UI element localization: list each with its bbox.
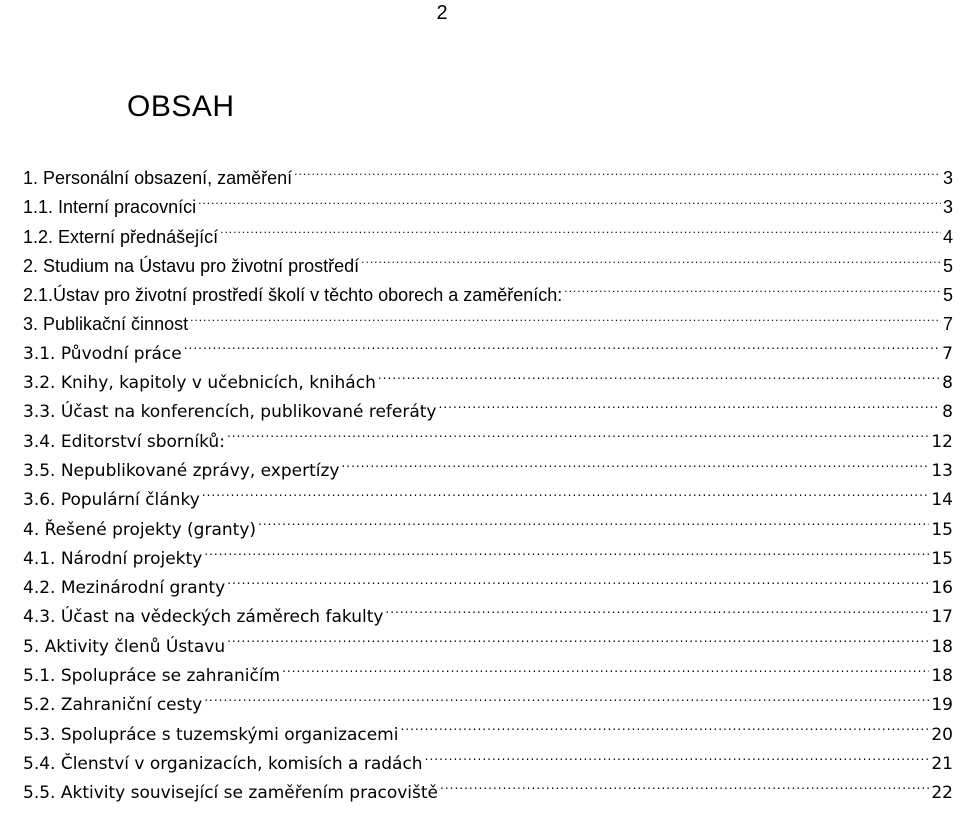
toc-entry-label: 5.5. Aktivity související se zaměřením pracoviště: [23, 783, 438, 804]
toc-entry-label: 1.2. Externí přednášející: [23, 226, 219, 247]
toc-entry-page: 8: [942, 402, 953, 423]
toc-entry-page: 3: [942, 197, 953, 218]
toc-dot-leader: [400, 723, 929, 740]
toc-entry-label: 5.2. Zahraniční cesty: [23, 695, 203, 716]
toc-entry-label: 5.1. Spolupráce se zahraničím: [23, 666, 281, 687]
toc-entry-page: 14: [931, 490, 953, 511]
toc-entry[interactable]: [23, 428, 953, 457]
toc-dot-leader: [341, 459, 929, 476]
page-number: 2: [436, 2, 448, 24]
toc-dot-leader: [202, 488, 930, 505]
toc-entry-page: 15: [931, 548, 953, 569]
toc-entry-page: 16: [931, 578, 953, 599]
toc-dot-leader: [361, 254, 941, 272]
toc-entry[interactable]: [23, 633, 953, 662]
toc-entry-page: 19: [931, 695, 953, 716]
toc-entry-page: 7: [942, 314, 953, 335]
toc-entry-page: 22: [931, 783, 953, 804]
toc-entry-label: 3. Publikační činnost: [23, 314, 189, 335]
toc-entry-label: 5.4. Členství v organizacích, komisích a radách: [23, 753, 423, 774]
toc-entry[interactable]: [23, 398, 953, 427]
toc-entry-page: 12: [931, 431, 953, 452]
toc-entry-label: 3.6. Populární články: [23, 490, 200, 511]
toc-entry[interactable]: [23, 662, 953, 691]
toc-entry-page: 5: [942, 285, 953, 306]
toc-entry[interactable]: [23, 340, 953, 369]
toc-entry-page: 17: [931, 607, 953, 628]
toc-entry[interactable]: [23, 779, 953, 808]
toc-entry[interactable]: [23, 486, 953, 515]
table-of-contents: [23, 164, 953, 809]
toc-entry-page: 18: [931, 636, 953, 657]
toc-dot-leader: [227, 430, 929, 447]
toc-entry-page: 21: [931, 753, 953, 774]
toc-entry-label: 2.1.Ústav pro životní prostředí školí v těchto oborech a zaměřeních:: [23, 285, 563, 306]
toc-entry[interactable]: [23, 603, 953, 632]
toc-entry-label: 3.5. Nepublikované zprávy, expertízy: [23, 460, 340, 481]
toc-dot-leader: [425, 752, 930, 769]
toc-entry[interactable]: [23, 721, 953, 750]
toc-entry[interactable]: [23, 164, 953, 193]
toc-dot-leader: [227, 576, 929, 593]
toc-dot-leader: [204, 547, 929, 564]
toc-dot-leader: [227, 635, 929, 652]
toc-entry[interactable]: [23, 516, 953, 545]
toc-entry-label: 4. Řešené projekty (granty): [23, 519, 257, 540]
toc-entry[interactable]: [23, 369, 953, 398]
toc-entry-label: 3.2. Knihy, kapitoly v učebnicích, knihách: [23, 373, 376, 394]
toc-dot-leader: [439, 400, 941, 417]
toc-entry-page: 5: [942, 255, 953, 276]
toc-entry[interactable]: [23, 193, 953, 222]
toc-dot-leader: [385, 605, 929, 622]
toc-entry-page: 8: [942, 373, 953, 394]
toc-entry-page: 4: [942, 226, 953, 247]
toc-dot-leader: [294, 166, 941, 184]
toc-dot-leader: [198, 195, 941, 213]
toc-entry-label: 1.1. Interní pracovníci: [23, 197, 197, 218]
toc-entry[interactable]: [23, 574, 953, 603]
toc-entry[interactable]: [23, 223, 953, 252]
toc-entry-label: 4.3. Účast na vědeckých záměrech fakulty: [23, 607, 384, 628]
toc-entry[interactable]: [23, 750, 953, 779]
toc-entry-label: 4.1. Národní projekty: [23, 548, 203, 569]
toc-entry-label: 3.3. Účast na konferencích, publikované referáty: [23, 402, 437, 423]
toc-entry-label: 5. Aktivity členů Ústavu: [23, 636, 226, 657]
toc-entry-page: 7: [942, 343, 953, 364]
toc-entry[interactable]: [23, 281, 953, 310]
toc-entry-label: 3.4. Editorství sborníků:: [23, 431, 225, 452]
toc-dot-leader: [564, 283, 941, 301]
toc-entry-label: 1. Personální obsazení, zaměření: [23, 168, 293, 188]
toc-dot-leader: [184, 342, 940, 359]
toc-entry-label: 4.2. Mezinárodní granty: [23, 578, 226, 599]
toc-entry[interactable]: [23, 252, 953, 281]
toc-entry-page: 18: [931, 666, 953, 687]
toc-dot-leader: [190, 312, 941, 330]
toc-dot-leader: [258, 518, 929, 535]
toc-entry-page: 20: [931, 724, 953, 745]
toc-entry-page: 3: [942, 168, 953, 188]
toc-entry[interactable]: [23, 545, 953, 574]
toc-entry-label: 2. Studium na Ústavu pro životní prostředí: [23, 255, 360, 276]
toc-entry[interactable]: [23, 691, 953, 720]
toc-entry-label: 5.3. Spolupráce s tuzemskými organizacemi: [23, 724, 399, 745]
toc-entry-label: 3.1. Původní práce: [23, 343, 182, 364]
toc-dot-leader: [440, 781, 929, 798]
toc-entry-page: 13: [931, 460, 953, 481]
toc-dot-leader: [282, 664, 929, 681]
toc-entry[interactable]: [23, 310, 953, 339]
toc-dot-leader: [220, 225, 941, 243]
toc-entry[interactable]: [23, 457, 953, 486]
toc-entry-page: 15: [931, 519, 953, 540]
toc-dot-leader: [204, 693, 929, 710]
toc-title: OBSAH: [127, 90, 235, 123]
toc-dot-leader: [378, 371, 940, 388]
